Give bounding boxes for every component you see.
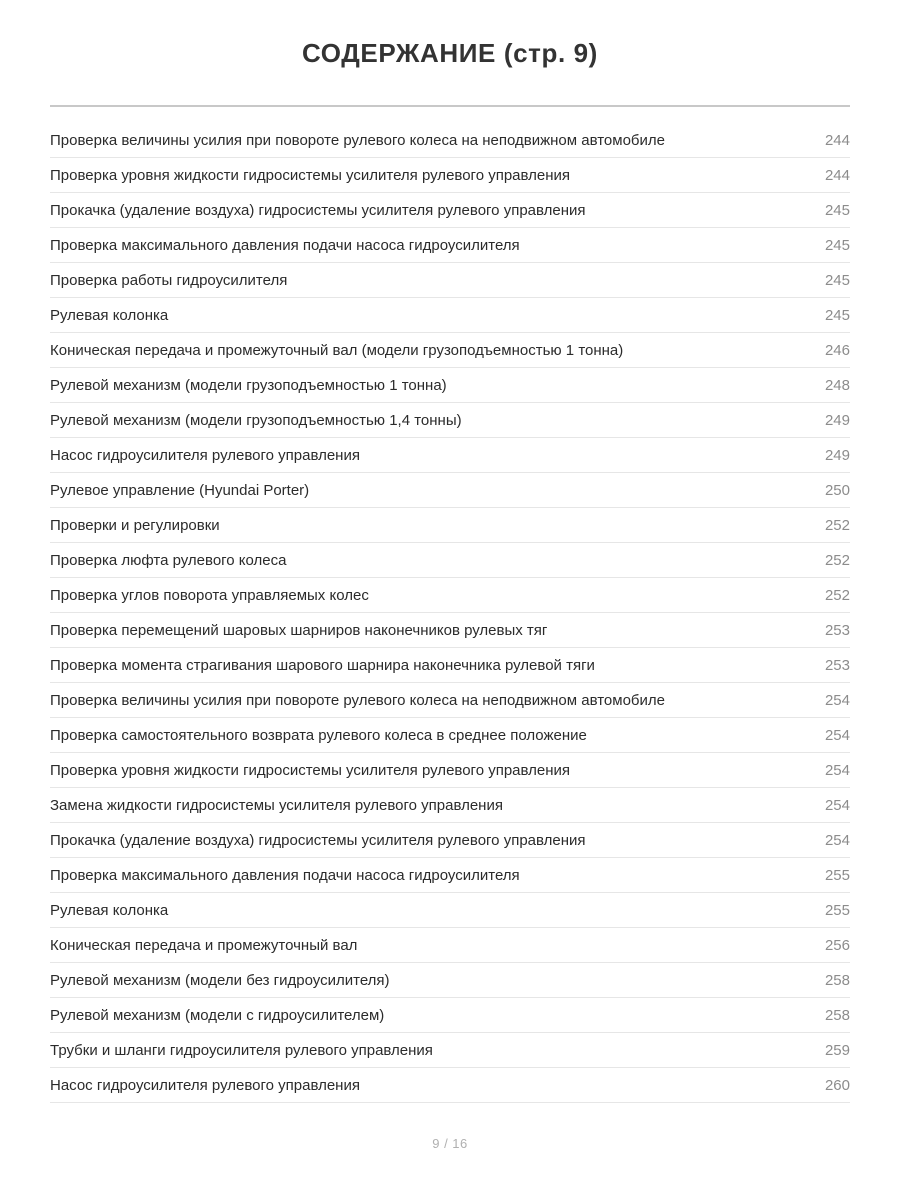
toc-entry-title[interactable]: Рулевой механизм (модели грузоподъемностью 1,4 тонны)	[50, 403, 792, 438]
toc-row[interactable]	[50, 333, 850, 368]
toc-entry-page-number[interactable]: 248	[792, 368, 850, 403]
toc-entry-page-number[interactable]: 255	[792, 858, 850, 893]
toc-row[interactable]	[50, 438, 850, 473]
toc-entry-page-number[interactable]: 253	[792, 613, 850, 648]
toc-row[interactable]	[50, 578, 850, 613]
toc-entry-page-number[interactable]: 245	[792, 298, 850, 333]
toc-row[interactable]	[50, 158, 850, 193]
toc-entry-page-number[interactable]: 250	[792, 473, 850, 508]
toc-entry-title[interactable]: Проверка люфта рулевого колеса	[50, 543, 792, 578]
toc-entry-title[interactable]: Рулевой механизм (модели без гидроусилителя)	[50, 963, 792, 998]
toc-entry-title[interactable]: Проверка самостоятельного возврата рулевого колеса в среднее положение	[50, 718, 792, 753]
toc-entry-title[interactable]: Проверка перемещений шаровых шарниров наконечников рулевых тяг	[50, 613, 792, 648]
toc-entry-title[interactable]: Рулевой механизм (модели грузоподъемностью 1 тонна)	[50, 368, 792, 403]
toc-row[interactable]	[50, 858, 850, 893]
toc-entry-page-number[interactable]: 254	[792, 718, 850, 753]
toc-row[interactable]	[50, 928, 850, 963]
toc-row[interactable]	[50, 893, 850, 928]
toc-row[interactable]	[50, 998, 850, 1033]
toc-entry-title[interactable]: Трубки и шланги гидроусилителя рулевого управления	[50, 1033, 792, 1068]
toc-entry-page-number[interactable]: 244	[792, 123, 850, 158]
page-title: СОДЕРЖАНИЕ (стр. 9)	[302, 38, 598, 68]
toc-entry-title[interactable]: Проверка максимального давления подачи насоса гидроусилителя	[50, 228, 792, 263]
toc-row[interactable]	[50, 648, 850, 683]
toc-row[interactable]	[50, 228, 850, 263]
toc-entry-page-number[interactable]: 260	[792, 1068, 850, 1103]
toc-row[interactable]	[50, 543, 850, 578]
toc-row[interactable]	[50, 403, 850, 438]
toc-row[interactable]	[50, 753, 850, 788]
toc-entry-page-number[interactable]: 258	[792, 998, 850, 1033]
toc-row[interactable]	[50, 613, 850, 648]
toc-row[interactable]	[50, 193, 850, 228]
toc-entry-page-number[interactable]: 244	[792, 158, 850, 193]
toc-entry-title[interactable]: Проверка работы гидроусилителя	[50, 263, 792, 298]
toc-entry-page-number[interactable]: 245	[792, 263, 850, 298]
toc-entry-title[interactable]: Проверка величины усилия при повороте рулевого колеса на неподвижном автомобиле	[50, 123, 792, 158]
toc-entry-page-number[interactable]: 254	[792, 753, 850, 788]
toc-entry-title[interactable]: Замена жидкости гидросистемы усилителя рулевого управления	[50, 788, 792, 823]
toc-entry-page-number[interactable]: 254	[792, 788, 850, 823]
toc-entry-title[interactable]: Проверка величины усилия при повороте рулевого колеса на неподвижном автомобиле	[50, 683, 792, 718]
toc-entry-page-number[interactable]: 254	[792, 683, 850, 718]
toc-entry-page-number[interactable]: 245	[792, 193, 850, 228]
toc-entry-page-number[interactable]: 259	[792, 1033, 850, 1068]
toc-row[interactable]	[50, 823, 850, 858]
toc-row[interactable]	[50, 1033, 850, 1068]
toc-row[interactable]	[50, 263, 850, 298]
page-footer: 9 / 16	[432, 1136, 468, 1151]
toc-entry-title[interactable]: Проверка уровня жидкости гидросистемы усилителя рулевого управления	[50, 753, 792, 788]
toc-entry-title[interactable]: Проверка момента страгивания шарового шарнира наконечника рулевой тяги	[50, 648, 792, 683]
toc-entry-page-number[interactable]: 246	[792, 333, 850, 368]
toc-entry-title[interactable]: Проверка максимального давления подачи насоса гидроусилителя	[50, 858, 792, 893]
toc-entry-page-number[interactable]: 253	[792, 648, 850, 683]
toc-row[interactable]	[50, 683, 850, 718]
toc-entry-title[interactable]: Рулевое управление (Hyundai Porter)	[50, 473, 792, 508]
toc-entry-page-number[interactable]: 256	[792, 928, 850, 963]
toc-entry-page-number[interactable]: 252	[792, 578, 850, 613]
toc-row[interactable]	[50, 963, 850, 998]
toc-entry-page-number[interactable]: 258	[792, 963, 850, 998]
toc-entry-page-number[interactable]: 252	[792, 543, 850, 578]
toc-entry-title[interactable]: Проверка углов поворота управляемых колес	[50, 578, 792, 613]
toc-entry-title[interactable]: Рулевой механизм (модели с гидроусилителем)	[50, 998, 792, 1033]
toc-entry-title[interactable]: Прокачка (удаление воздуха) гидросистемы усилителя рулевого управления	[50, 823, 792, 858]
toc-entry-title[interactable]: Прокачка (удаление воздуха) гидросистемы усилителя рулевого управления	[50, 193, 792, 228]
toc-entry-title[interactable]: Насос гидроусилителя рулевого управления	[50, 438, 792, 473]
toc-entry-page-number[interactable]: 255	[792, 893, 850, 928]
toc-entry-page-number[interactable]: 245	[792, 228, 850, 263]
toc-row[interactable]	[50, 298, 850, 333]
toc-row[interactable]	[50, 123, 850, 158]
toc-entry-title[interactable]: Проверка уровня жидкости гидросистемы усилителя рулевого управления	[50, 158, 792, 193]
toc-body	[50, 123, 850, 1103]
toc-entry-title[interactable]: Проверки и регулировки	[50, 508, 792, 543]
toc-entry-page-number[interactable]: 249	[792, 403, 850, 438]
toc-entry-title[interactable]: Коническая передача и промежуточный вал (модели грузоподъемностью 1 тонна)	[50, 333, 792, 368]
table-of-contents	[50, 123, 850, 1103]
toc-row[interactable]	[50, 788, 850, 823]
toc-row[interactable]	[50, 368, 850, 403]
toc-entry-title[interactable]: Рулевая колонка	[50, 298, 792, 333]
toc-entry-title[interactable]: Рулевая колонка	[50, 893, 792, 928]
toc-entry-page-number[interactable]: 249	[792, 438, 850, 473]
toc-entry-title[interactable]: Насос гидроусилителя рулевого управления	[50, 1068, 792, 1103]
toc-row[interactable]	[50, 1068, 850, 1103]
toc-entry-page-number[interactable]: 252	[792, 508, 850, 543]
title-divider	[50, 105, 850, 107]
toc-entry-page-number[interactable]: 254	[792, 823, 850, 858]
toc-entry-title[interactable]: Коническая передача и промежуточный вал	[50, 928, 792, 963]
toc-row[interactable]	[50, 473, 850, 508]
toc-row[interactable]	[50, 718, 850, 753]
toc-row[interactable]	[50, 508, 850, 543]
